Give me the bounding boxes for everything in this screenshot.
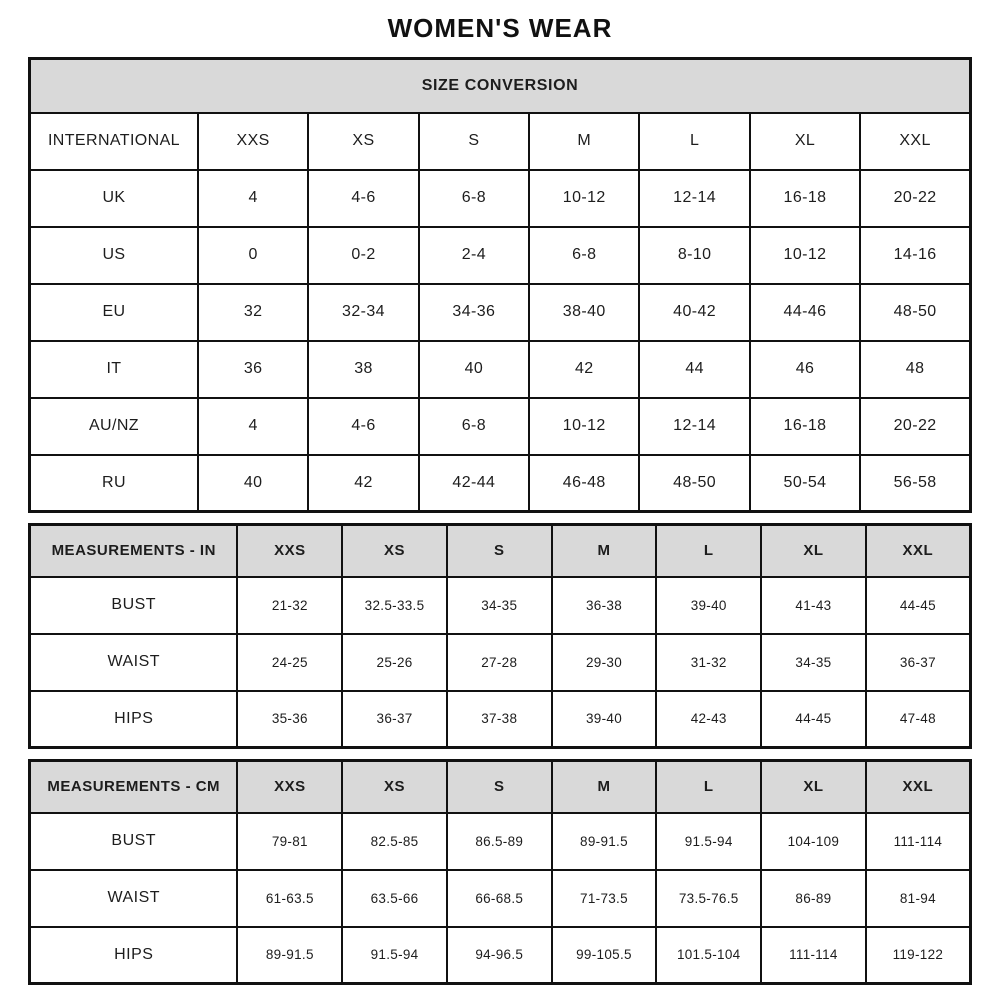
cell-value: 40: [419, 341, 529, 398]
size-conversion-table: [28, 57, 972, 513]
measurements-cm-header-row: [30, 761, 971, 813]
cell-value: 36-38: [552, 577, 657, 634]
cell-value: 42: [308, 455, 418, 512]
cell-value: 6-8: [419, 170, 529, 227]
cell-value: 46: [750, 341, 860, 398]
cell-value: 91.5-94: [656, 813, 761, 870]
cell-value: 99-105.5: [552, 927, 657, 984]
cell-value: XXS: [198, 113, 308, 170]
cell-value: 39-40: [656, 577, 761, 634]
cell-value: 12-14: [639, 170, 749, 227]
table-row: [30, 227, 971, 284]
cell-value: 0: [198, 227, 308, 284]
size-column-header: XS: [342, 761, 447, 813]
size-column-header: XXL: [866, 525, 971, 577]
cell-value: 41-43: [761, 577, 866, 634]
cell-value: 104-109: [761, 813, 866, 870]
cell-value: 25-26: [342, 634, 447, 691]
cell-value: 32.5-33.5: [342, 577, 447, 634]
size-column-header: M: [552, 525, 657, 577]
cell-value: 16-18: [750, 398, 860, 455]
cell-value: 48-50: [639, 455, 749, 512]
cell-value: 8-10: [639, 227, 749, 284]
cell-value: 44: [639, 341, 749, 398]
size-column-header: XXL: [866, 761, 971, 813]
cell-value: 34-35: [447, 577, 552, 634]
cell-value: 31-32: [656, 634, 761, 691]
cell-value: 89-91.5: [552, 813, 657, 870]
size-column-header: XXS: [237, 525, 342, 577]
cell-value: 14-16: [860, 227, 970, 284]
cell-value: XXL: [860, 113, 970, 170]
cell-value: 42-44: [419, 455, 529, 512]
cell-value: 50-54: [750, 455, 860, 512]
size-column-header: XXS: [237, 761, 342, 813]
cell-value: XS: [308, 113, 418, 170]
row-label: US: [30, 227, 198, 284]
measurements-in-title: MEASUREMENTS - IN: [30, 525, 238, 577]
cell-value: 91.5-94: [342, 927, 447, 984]
size-column-header: M: [552, 761, 657, 813]
cell-value: 111-114: [761, 927, 866, 984]
row-label: BUST: [30, 813, 238, 870]
size-column-header: S: [447, 525, 552, 577]
measurements-in-table: [28, 523, 972, 749]
row-label: IT: [30, 341, 198, 398]
cell-value: 36-37: [866, 634, 971, 691]
cell-value: 38: [308, 341, 418, 398]
cell-value: 56-58: [860, 455, 970, 512]
cell-value: 101.5-104: [656, 927, 761, 984]
cell-value: 37-38: [447, 691, 552, 748]
cell-value: 48-50: [860, 284, 970, 341]
cell-value: 12-14: [639, 398, 749, 455]
size-column-header: S: [447, 761, 552, 813]
cell-value: 81-94: [866, 870, 971, 927]
cell-value: 86-89: [761, 870, 866, 927]
row-label: AU/NZ: [30, 398, 198, 455]
cell-value: 89-91.5: [237, 927, 342, 984]
cell-value: 66-68.5: [447, 870, 552, 927]
row-label: HIPS: [30, 691, 238, 748]
cell-value: 40-42: [639, 284, 749, 341]
cell-value: 82.5-85: [342, 813, 447, 870]
cell-value: 4: [198, 170, 308, 227]
cell-value: XL: [750, 113, 860, 170]
row-label: UK: [30, 170, 198, 227]
row-label: HIPS: [30, 927, 238, 984]
table-row: [30, 691, 971, 748]
size-column-header: XL: [761, 761, 866, 813]
cell-value: 34-35: [761, 634, 866, 691]
cell-value: M: [529, 113, 639, 170]
table-row: [30, 455, 971, 512]
cell-value: 10-12: [529, 170, 639, 227]
page-title: WOMEN'S WEAR: [387, 13, 613, 43]
table-row: [30, 577, 971, 634]
cell-value: 42: [529, 341, 639, 398]
measurements-cm-title: MEASUREMENTS - CM: [30, 761, 238, 813]
cell-value: 10-12: [750, 227, 860, 284]
cell-value: 20-22: [860, 398, 970, 455]
cell-value: 10-12: [529, 398, 639, 455]
row-label: EU: [30, 284, 198, 341]
cell-value: L: [639, 113, 749, 170]
cell-value: 47-48: [866, 691, 971, 748]
cell-value: 32: [198, 284, 308, 341]
table-row: [30, 113, 971, 170]
cell-value: 119-122: [866, 927, 971, 984]
cell-value: 16-18: [750, 170, 860, 227]
row-label: RU: [30, 455, 198, 512]
cell-value: 4: [198, 398, 308, 455]
cell-value: 36: [198, 341, 308, 398]
cell-value: 27-28: [447, 634, 552, 691]
row-label: WAIST: [30, 634, 238, 691]
row-label: BUST: [30, 577, 238, 634]
cell-value: 29-30: [552, 634, 657, 691]
cell-value: 24-25: [237, 634, 342, 691]
cell-value: 6-8: [419, 398, 529, 455]
row-label: WAIST: [30, 870, 238, 927]
measurements-in-header-row: [30, 525, 971, 577]
cell-value: 42-43: [656, 691, 761, 748]
size-column-header: XL: [761, 525, 866, 577]
cell-value: 36-37: [342, 691, 447, 748]
cell-value: 94-96.5: [447, 927, 552, 984]
cell-value: 39-40: [552, 691, 657, 748]
table-row: [30, 634, 971, 691]
cell-value: 44-46: [750, 284, 860, 341]
cell-value: 2-4: [419, 227, 529, 284]
cell-value: 4-6: [308, 170, 418, 227]
table-row: [30, 284, 971, 341]
table-row: [30, 170, 971, 227]
cell-value: 86.5-89: [447, 813, 552, 870]
size-conversion-title: SIZE CONVERSION: [30, 59, 971, 113]
size-column-header: L: [656, 525, 761, 577]
cell-value: 44-45: [761, 691, 866, 748]
cell-value: 6-8: [529, 227, 639, 284]
cell-value: 61-63.5: [237, 870, 342, 927]
cell-value: 20-22: [860, 170, 970, 227]
table-row: [30, 341, 971, 398]
cell-value: 46-48: [529, 455, 639, 512]
cell-value: 21-32: [237, 577, 342, 634]
cell-value: 38-40: [529, 284, 639, 341]
table-row: [30, 927, 971, 984]
cell-value: 34-36: [419, 284, 529, 341]
cell-value: 111-114: [866, 813, 971, 870]
size-column-header: XS: [342, 525, 447, 577]
cell-value: 71-73.5: [552, 870, 657, 927]
row-label: INTERNATIONAL: [30, 113, 198, 170]
table-title-row: [30, 59, 971, 113]
cell-value: 48: [860, 341, 970, 398]
size-column-header: L: [656, 761, 761, 813]
cell-value: S: [419, 113, 529, 170]
cell-value: 44-45: [866, 577, 971, 634]
cell-value: 79-81: [237, 813, 342, 870]
cell-value: 63.5-66: [342, 870, 447, 927]
cell-value: 32-34: [308, 284, 418, 341]
cell-value: 73.5-76.5: [656, 870, 761, 927]
cell-value: 4-6: [308, 398, 418, 455]
cell-value: 40: [198, 455, 308, 512]
table-row: [30, 870, 971, 927]
measurements-cm-table: [28, 759, 972, 985]
cell-value: 0-2: [308, 227, 418, 284]
table-row: [30, 398, 971, 455]
table-row: [30, 813, 971, 870]
cell-value: 35-36: [237, 691, 342, 748]
